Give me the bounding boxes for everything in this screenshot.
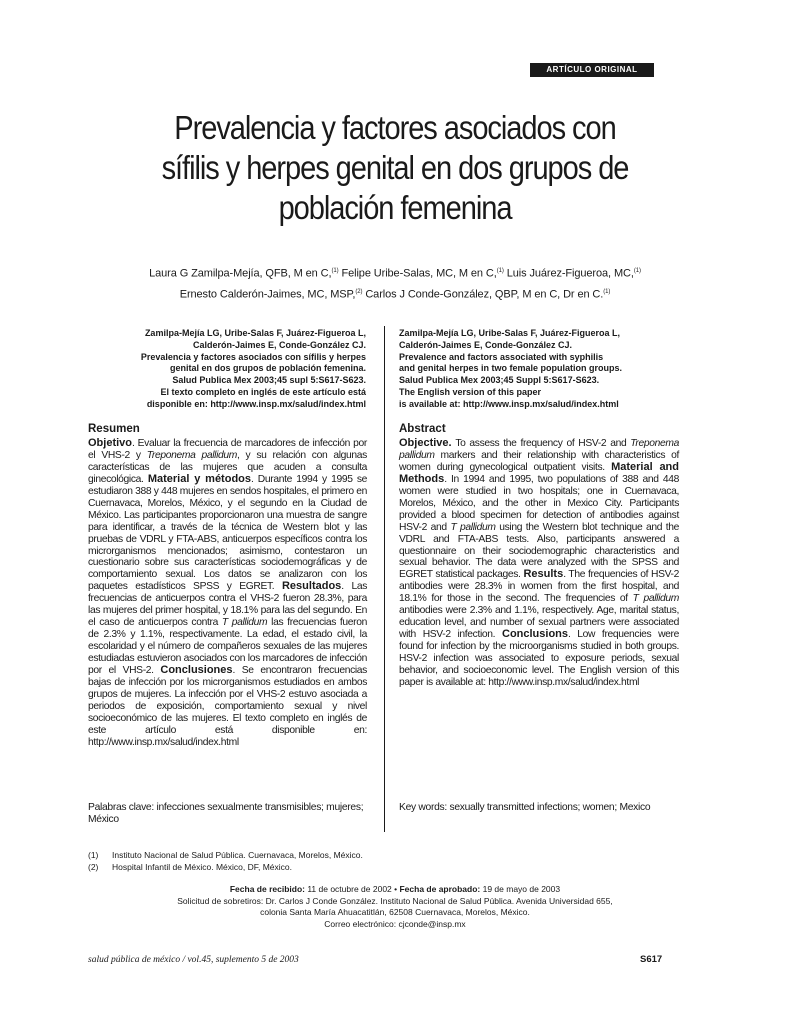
text: . In 1994 and 1995, two populations of 388 and 448 women were studied in two hospitals; one in Cuernavaca, Morelos, México, and the other in Mexico City. Participants provided a blood specimen for detection of antibodies against HSV-2 and — [399, 473, 679, 533]
section-label: ARTÍCULO ORIGINAL — [530, 63, 654, 77]
citation-line: Zamilpa-Mejía LG, Uribe-Salas F, Juárez-Figueroa L, — [399, 328, 621, 338]
citation-line: The English version of this paper — [399, 386, 542, 397]
text: , y su relación con algunas características de las mujeres que acuden a consulta ginecológica. — [88, 449, 367, 485]
text: markers and their relationship with characteristics of women during gynecological outpatient visits. — [399, 449, 679, 473]
journal-footer: salud pública de méxico / vol.45, suplemento 5 de 2003 — [88, 955, 299, 965]
citation-line: Calderón-Jaimes E, Conde-González CJ. — [399, 339, 573, 350]
resumen-body — [88, 438, 367, 749]
label-results: Results — [523, 568, 564, 581]
affiliation-mark: (1) — [603, 288, 611, 295]
submission-info — [100, 884, 690, 930]
affiliation-text: Instituto Nacional de Salud Pública. Cuernavaca, Morelos, México. — [112, 850, 363, 860]
text: To assess the frequency of HSV-2 and — [451, 437, 631, 449]
resumen-section — [88, 424, 367, 749]
species-name: T pallidum — [450, 521, 496, 533]
text: . Low frequencies were found for infection by the microorganisms studied in both groups. HSV-2 infection was associated to exposure periods, sexual behavior, and socioeconomic level. The English version of this paper is available at: http://www.insp.mx/salud/index.html — [399, 629, 680, 689]
label-conclusiones: Conclusiones — [160, 664, 233, 677]
column-divider — [384, 326, 385, 832]
species-name: Treponema pallidum — [146, 449, 238, 461]
text: . Durante 1994 y 1995 se estudiaron 388 y 448 mujeres en sendos hospitales, el primero en Cuernavaca, Morelos, México, y el segundo en la Ciudad de México. Las participantes proporcionaron una muestra de sangre para identificar, a través de la técnica de Western blot y las pruebas de VDRL y FTA-ABS, anticuerpos específicos contra los microrganismos mencionados; asimismo, contestaron un cuestionario sobre sus características sociodemográficas y de comportamiento sexual. Los datos se analizaron con los paquetes estadísticos SPSS y EGRET. — [88, 473, 368, 593]
text: . The frequencies of HSV-2 antibodies were 28.3% in women from the first hospital, and 18.1% for those in the second. The frequencies of — [399, 569, 680, 605]
species-name: T pallidum — [221, 617, 268, 629]
affiliation-mark: (1) — [496, 268, 504, 274]
citation-line: genital en dos grupos de población femenina. — [169, 363, 366, 374]
citation-line: Prevalencia y factores asociados con sífilis y herpes — [140, 351, 366, 362]
article-title — [100, 108, 690, 228]
author: Ernesto Calderón-Jaimes, MC, MSP, — [179, 288, 356, 301]
abstract-body — [399, 438, 679, 689]
keywords-spanish: Palabras clave: infecciones sexualmente transmisibles; mujeres; México — [88, 802, 364, 825]
citation-line: El texto completo en inglés de este artículo está — [160, 386, 366, 397]
citation-line: and genital herpes in two female population groups. — [399, 363, 623, 374]
abstract-section — [399, 424, 679, 689]
affiliation-mark: (1) — [633, 268, 641, 274]
affiliation-mark: (2) — [355, 288, 363, 295]
citation-line: Zamilpa-Mejía LG, Uribe-Salas F, Juárez-Figueroa L, — [144, 328, 366, 338]
affiliation-number: (2) — [88, 861, 99, 872]
author-list — [60, 262, 730, 303]
label-methods: Material and Methods — [399, 460, 679, 485]
affiliation-text: Hospital Infantil de México. México, DF, México. — [112, 861, 292, 872]
label-objetivo: Objetivo — [88, 436, 133, 449]
label-metodos: Material y métodos — [147, 472, 251, 485]
title-line: Prevalencia y factores asociados con — [174, 109, 616, 146]
author: Luis Juárez-Figueroa, MC, — [503, 267, 634, 280]
author: Felipe Uribe-Salas, MC, M en C, — [338, 267, 497, 280]
species-name: Treponema pallidum — [399, 437, 679, 461]
citation-link[interactable]: disponible en: http://www.insp.mx/salud/index.html — [146, 398, 366, 409]
text: using the Western blot technique and the VDRL and FTA-ABS tests. Also, participants answered a questionnaire on their sociodemographic characteristics and sexual behavior. The data were analyzed with the SPSS and EGRET statistical packages. — [399, 521, 680, 581]
reprint-request: Solicitud de sobretiros: Dr. Carlos J Conde González. Instituto Nacional de Salud Pública. Avenida Universidad 655, — [177, 895, 613, 906]
affiliations — [88, 850, 363, 873]
reprint-address: colonia Santa María Ahuacatitlán, 62508 Cuernavaca, Morelos, México. — [260, 907, 530, 917]
abstract-heading: Abstract — [399, 423, 446, 435]
citation-spanish — [90, 328, 366, 411]
label-resultados: Resultados — [281, 580, 342, 593]
author: Laura G Zamilpa-Mejía, QFB, M en C, — [149, 267, 332, 280]
received-label: Fecha de recibido: — [229, 884, 305, 894]
citation-line: Salud Publica Mex 2003;45 Suppl 5:S617-S623. — [399, 375, 600, 386]
text: . Evaluar la frecuencia de marcadores de infección por el VHS-2 y — [88, 437, 367, 461]
text: . Las frecuencias de anticuerpos contra el VHS-2 fueron 28.3%, para las mujeres del primer hospital, y 18.1% para las del segundo. En el caso de anticuerpos contra — [88, 581, 367, 629]
page-number: S617 — [640, 954, 663, 965]
affiliation-number: (1) — [88, 850, 99, 860]
citation-link[interactable]: is available at: http://www.insp.mx/salud/index.html — [399, 398, 619, 409]
affiliation-mark: (1) — [331, 268, 339, 274]
resumen-heading: Resumen — [88, 423, 140, 435]
species-name: T pallidum — [632, 593, 680, 605]
citation-line: Salud Publica Mex 2003;45 supl 5:S617-S623. — [172, 375, 366, 386]
text: . Se encontraron frecuencias bajas de infección por los microrganismos estudiados en ambos grupos de mujeres. La infección por el VHS-2 estuvo asociada a periodos de exposición, comportamiento sexual y nivel socioeconómico de las mujeres. El texto completo en inglés de este artículo está disponible en: http://www.insp.mx/salud/index.html — [88, 665, 367, 748]
text: antibodies were 2.3% and 1.1%, respectively. Age, marital status, education level, and number of sexual partners were associated with HSV-2 infection. — [399, 605, 679, 641]
contact-email[interactable]: Correo electrónico: cjconde@insp.mx — [324, 918, 466, 929]
label-conclusions: Conclusions — [502, 628, 569, 641]
title-line: sífilis y herpes genital en dos grupos de — [161, 149, 629, 186]
title-line: población femenina — [278, 189, 512, 226]
approved-label: Fecha de aprobado: — [399, 884, 481, 894]
citation-english — [399, 328, 689, 411]
affiliation-item — [88, 850, 363, 862]
affiliation-item — [88, 862, 363, 874]
author: Carlos J Conde-González, QBP, M en C, Dr en C. — [362, 288, 604, 301]
received-date: 11 de octubre de 2002 • — [304, 884, 400, 894]
text: las frecuencias fueron de 2.3% y 1.1%, respectivamente. La edad, el estado civil, la escolaridad y el número de compañeros sexuales de las mujeres estudiadas estuvieron asociados con los marcadores de infección por el VHS-2. — [88, 617, 368, 677]
keywords-english: Key words: sexually transmitted infections; women; Mexico — [399, 802, 651, 813]
approved-date: 19 de mayo de 2003 — [480, 884, 561, 894]
label-objective: Objective. — [399, 436, 452, 449]
citation-line: Prevalence and factors associated with syphilis — [399, 351, 604, 362]
citation-line: Calderón-Jaimes E, Conde-González CJ. — [192, 339, 366, 350]
